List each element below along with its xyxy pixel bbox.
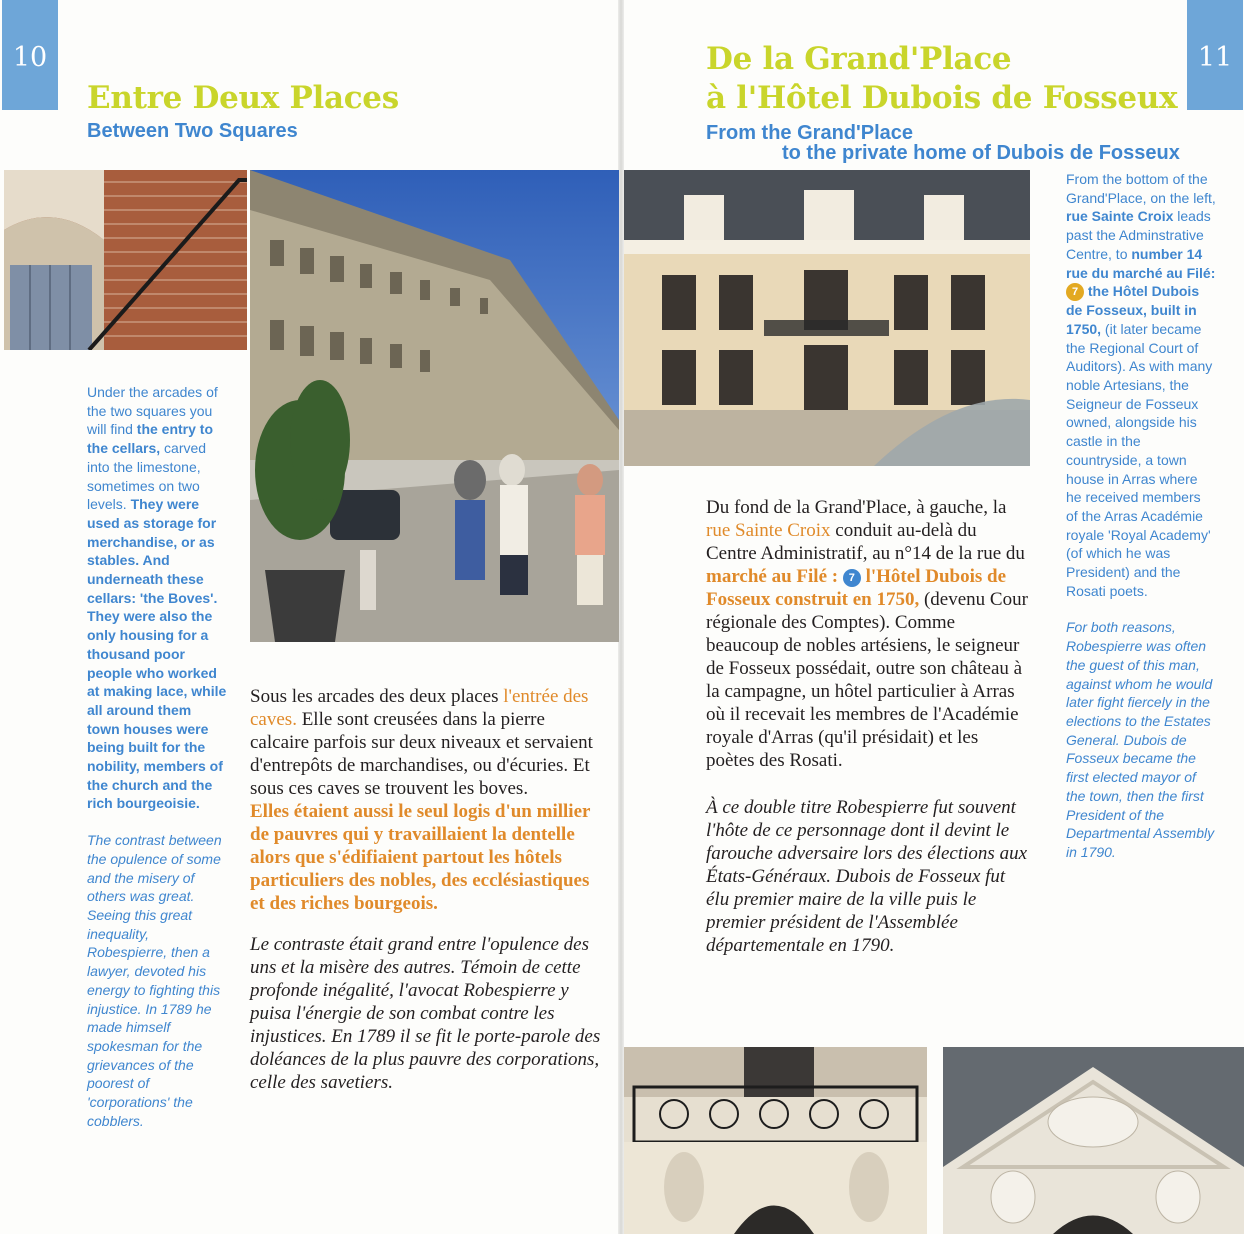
right-title-fr-line-1: De la Grand'Place — [706, 41, 1012, 77]
right-english-text — [1066, 170, 1216, 862]
right-title-fr-line-2: à l'Hôtel Dubois de Fosseux — [706, 80, 1178, 116]
left-en-paragraph-2: The contrast between the opulence of some and the misery of others was great. Seeing this great inequality, Robespierre, then a lawyer, devoted his energy to fighting this injustice. In 1789 he made himself spokesman for the grievances of the poorest of 'corporations' the cobblers. — [87, 832, 222, 1129]
right-french-text — [706, 496, 1028, 957]
right-en-paragraph-2: For both reasons, Robespierre was often the guest of this man, against whom he would later fight fiercely in the elections to the Estates General. Dubois de Fosseux became the first elected mayor of the town, then the first President of the Departmental Assembly in 1790. — [1066, 619, 1215, 860]
left-french-text — [250, 685, 602, 1094]
left-english-text — [87, 383, 227, 1130]
grand-place-arcades-photo — [250, 170, 619, 642]
cellar-entrance-photo — [4, 170, 247, 350]
right-title-en-line-1: From the Grand'Place — [706, 122, 914, 144]
right-en-paragraph-1: From the bottom of the Grand'Place, on the left, rue Sainte Croix leads past the Adminstrative Centre, to number 14 rue du marché au Filé: 7 the Hôtel Dubois de Fosseux, built in 1750, (it later became the Regional Court of Auditors). As with many noble Artesians, the Seigneur de Fosseux owned, alongside his castle in the countryside, a town house in Arras where he received members of the Arras Académie royale 'Royal Academy' (of which he was President) and the Rosati poets. — [1066, 171, 1216, 599]
hotel-dubois-facade-photo — [624, 170, 1030, 466]
badge-7-icon: 7 — [1066, 283, 1084, 301]
right-title-en-line-2: to the private home of Dubois de Fosseux — [782, 142, 1180, 164]
page-number-right: 11 — [1187, 0, 1243, 110]
page-number-left: 10 — [2, 0, 58, 110]
left-fr-paragraph-2: Le contraste était grand entre l'opulence des uns et la misère des autres. Témoin de cette profonde inégalité, l'avocat Robespierre y puisa l'énergie de son combat contre les injustices. En 1789 il se fit le porte-parole des doléances de la plus pauvre des corporations, celle des savetiers. — [250, 934, 601, 1093]
pediment-sculpture-photo — [943, 1047, 1244, 1234]
left-title-en: Between Two Squares — [87, 120, 298, 142]
right-fr-paragraph-1: Du fond de la Grand'Place, à gauche, la rue Sainte Croix conduit au-delà du Centre Administratif, au n°14 de la rue du marché au Filé : 7 l'Hôtel Dubois de Fosseux construit en 1750, (devenu Cour régionale des Comptes). Comme beaucoup de nobles artésiens, le seigneur de Fosseux possédait, outre son château à la campagne, un hôtel particulier à Arras où il recevait les membres de l'Académie royale d'Arras (qu'il présidait) et les poètes des Rosati. — [706, 497, 1028, 771]
left-fr-paragraph-1: Sous les arcades des deux places l'entrée des caves. Elle sont creusées dans la pierre calcaire parfois sur deux niveaux et servaient d'entrepôts de marchandises, ou d'écuries. Et sous ces caves se trouvent les boves. Elles étaient aussi le seul logis d'un millier de pauvres qui y travaillaient la dentelle alors que s'édifiaient partout les hôtels particuliers des nobles, des ecclésiastiques et des riches bourgeois. — [250, 686, 593, 914]
balcony-sculpture-photo — [624, 1047, 927, 1234]
left-title-fr: Entre Deux Places — [87, 80, 399, 116]
right-fr-paragraph-2: À ce double titre Robespierre fut souvent l'hôte de ce personnage dont il devint le farouche adversaire lors des élections aux États-Généraux. Dubois de Fosseux fut élu premier maire de la ville puis le premier président de l'Assemblée départementale en 1790. — [706, 797, 1027, 956]
left-en-paragraph-1: Under the arcades of the two squares you will find the entry to the cellars, carved into the limestone, sometimes on two levels. They were used as storage for merchandise, or as stables. And underneath these cellars: 'the Boves'. They were also the only housing for a thousand poor people who worked at making lace, while all around them town houses were being built for the nobility, members of the church and the rich bourgeoisie. — [87, 384, 227, 812]
badge-7-icon: 7 — [843, 569, 861, 587]
